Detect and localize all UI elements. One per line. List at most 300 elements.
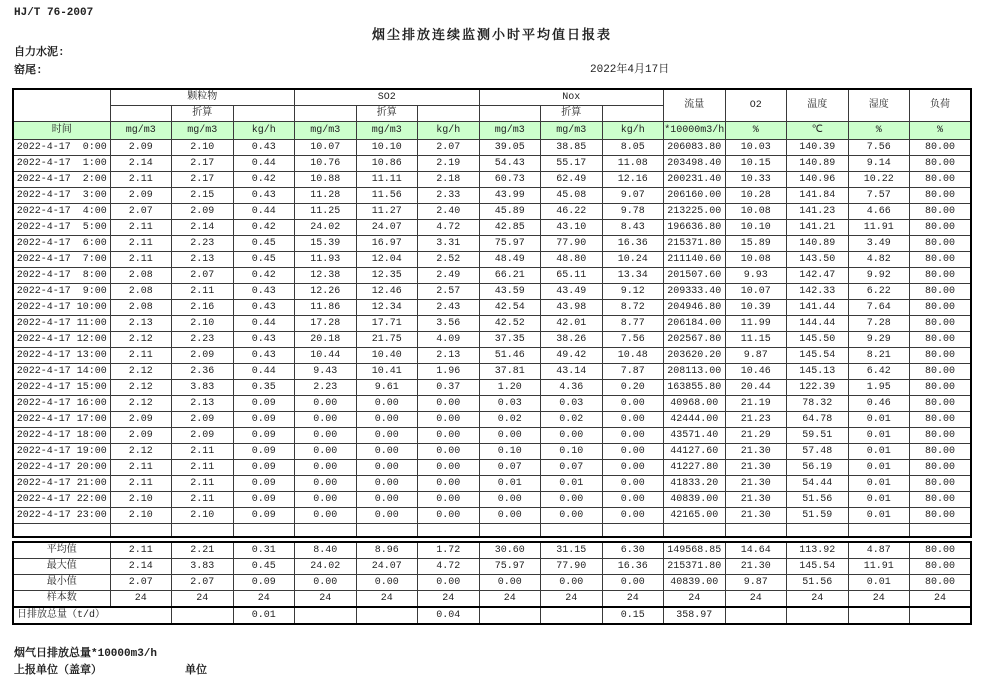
time-header: 时间: [13, 122, 110, 140]
value-cell: 11.28: [295, 188, 357, 204]
value-cell: 37.35: [479, 332, 541, 348]
value-cell: 0.00: [418, 396, 480, 412]
unit-label: 单位: [185, 665, 207, 677]
value-cell: 43.59: [479, 284, 541, 300]
value-cell: 2.14: [172, 220, 234, 236]
value-cell: 0.44: [233, 156, 295, 172]
value-cell: 11.25: [295, 204, 357, 220]
daily-total-cell: [479, 607, 541, 624]
summary-value-cell: 4.87: [848, 542, 910, 559]
value-cell: 140.89: [787, 156, 849, 172]
value-cell: 0.01: [848, 508, 910, 524]
value-cell: 0.00: [295, 444, 357, 460]
summary-value-cell: 24: [356, 590, 418, 607]
value-cell: 0.07: [479, 460, 541, 476]
summary-value-cell: 8.96: [356, 542, 418, 559]
value-cell: 144.44: [787, 316, 849, 332]
value-cell: 2.40: [418, 204, 480, 220]
value-cell: 2.07: [172, 268, 234, 284]
value-cell: 2.11: [110, 348, 172, 364]
value-cell: 6.42: [848, 364, 910, 380]
value-cell: 45.89: [479, 204, 541, 220]
value-cell: 10.40: [356, 348, 418, 364]
value-cell: 2.12: [110, 396, 172, 412]
value-cell: 80.00: [910, 348, 972, 364]
summary-value-cell: 24: [725, 590, 787, 607]
summary-value-cell: 24: [172, 590, 234, 607]
value-cell: 2.49: [418, 268, 480, 284]
value-cell: 0.09: [233, 460, 295, 476]
value-cell: 3.56: [418, 316, 480, 332]
value-cell: 80.00: [910, 284, 972, 300]
value-cell: 13.34: [602, 268, 664, 284]
value-cell: 12.38: [295, 268, 357, 284]
value-cell: 0.00: [418, 428, 480, 444]
value-cell: 11.11: [356, 172, 418, 188]
value-cell: 140.96: [787, 172, 849, 188]
value-cell: 2.10: [172, 508, 234, 524]
table-row: [13, 268, 971, 284]
value-cell: 7.57: [848, 188, 910, 204]
summary-value-cell: 14.64: [725, 542, 787, 559]
summary-value-cell: 2.07: [172, 574, 234, 590]
summary-row: [13, 558, 971, 574]
value-cell: 9.61: [356, 380, 418, 396]
time-cell: 2022-4-17 5:00: [13, 220, 110, 236]
col-humidity: 湿度: [848, 89, 910, 122]
blank-cell: [418, 524, 480, 537]
value-cell: 1.96: [418, 364, 480, 380]
value-cell: 12.46: [356, 284, 418, 300]
blank-cell: [295, 524, 357, 537]
value-cell: 0.01: [848, 428, 910, 444]
value-cell: 80.00: [910, 268, 972, 284]
value-cell: 0.01: [848, 476, 910, 492]
summary-value-cell: 0.00: [418, 574, 480, 590]
value-cell: 15.89: [725, 236, 787, 252]
value-cell: 2.13: [172, 252, 234, 268]
col-load: 负荷: [910, 89, 972, 122]
value-cell: 80.00: [910, 460, 972, 476]
value-cell: 2.12: [110, 444, 172, 460]
unit-cell: %: [725, 122, 787, 140]
value-cell: 38.26: [541, 332, 603, 348]
value-cell: 2.09: [110, 412, 172, 428]
summary-value-cell: 80.00: [910, 558, 972, 574]
blank-cell: [910, 524, 972, 537]
value-cell: 12.16: [602, 172, 664, 188]
value-cell: 202567.80: [664, 332, 726, 348]
table-row: [13, 236, 971, 252]
value-cell: 141.84: [787, 188, 849, 204]
table-row: [13, 156, 971, 172]
value-cell: 20.18: [295, 332, 357, 348]
col-o2: O2: [725, 89, 787, 122]
value-cell: 206083.80: [664, 140, 726, 156]
value-cell: 2.11: [110, 172, 172, 188]
value-cell: 9.43: [295, 364, 357, 380]
summary-row: [13, 574, 971, 590]
value-cell: 24.07: [356, 220, 418, 236]
summary-value-cell: 0.45: [233, 558, 295, 574]
summary-value-cell: 0.00: [295, 574, 357, 590]
value-cell: 80.00: [910, 172, 972, 188]
blank-cell: [541, 524, 603, 537]
value-cell: 142.33: [787, 284, 849, 300]
summary-rows: [13, 542, 971, 624]
daily-total-cell: [172, 607, 234, 624]
summary-table: [12, 541, 972, 625]
value-cell: 54.44: [787, 476, 849, 492]
value-cell: 21.30: [725, 492, 787, 508]
value-cell: 11.08: [602, 156, 664, 172]
time-cell: 2022-4-17 23:00: [13, 508, 110, 524]
col-flow: 流量: [664, 89, 726, 122]
value-cell: 7.28: [848, 316, 910, 332]
value-cell: 80.00: [910, 332, 972, 348]
summary-value-cell: 24: [110, 590, 172, 607]
value-cell: 4.66: [848, 204, 910, 220]
value-cell: 2.52: [418, 252, 480, 268]
value-cell: 10.10: [356, 140, 418, 156]
table-row: [13, 460, 971, 476]
blank-cell: [787, 524, 849, 537]
value-cell: 2.09: [110, 188, 172, 204]
value-cell: 10.07: [725, 284, 787, 300]
daily-total-cell: 0.01: [233, 607, 295, 624]
value-cell: 43.10: [541, 220, 603, 236]
value-cell: 15.39: [295, 236, 357, 252]
value-cell: 0.43: [233, 284, 295, 300]
value-cell: 42.52: [479, 316, 541, 332]
value-cell: 2.11: [172, 460, 234, 476]
value-cell: 80.00: [910, 396, 972, 412]
value-cell: 0.00: [541, 428, 603, 444]
time-cell: 2022-4-17 14:00: [13, 364, 110, 380]
value-cell: 0.00: [479, 508, 541, 524]
value-cell: 0.00: [356, 444, 418, 460]
value-cell: 75.97: [479, 236, 541, 252]
unit-cell: mg/m3: [356, 122, 418, 140]
time-cell: 2022-4-17 12:00: [13, 332, 110, 348]
time-cell: 2022-4-17 20:00: [13, 460, 110, 476]
value-cell: 0.00: [418, 444, 480, 460]
value-cell: 0.03: [479, 396, 541, 412]
time-cell: 2022-4-17 10:00: [13, 300, 110, 316]
value-cell: 2.07: [418, 140, 480, 156]
unit-cell: %: [910, 122, 972, 140]
summary-value-cell: 51.56: [787, 574, 849, 590]
value-cell: 143.50: [787, 252, 849, 268]
page-title: 烟尘排放连续监测小时平均值日报表: [371, 28, 612, 43]
value-cell: 0.01: [848, 444, 910, 460]
value-cell: 2.12: [110, 332, 172, 348]
summary-value-cell: 24: [479, 590, 541, 607]
value-cell: 60.73: [479, 172, 541, 188]
blank-cell: [479, 106, 541, 122]
summary-value-cell: 24: [787, 590, 849, 607]
value-cell: 0.43: [233, 140, 295, 156]
value-cell: 141.21: [787, 220, 849, 236]
value-cell: 3.83: [172, 380, 234, 396]
summary-value-cell: 0.31: [233, 542, 295, 559]
value-cell: 7.87: [602, 364, 664, 380]
value-cell: 0.00: [295, 492, 357, 508]
value-cell: 0.00: [418, 508, 480, 524]
value-cell: 42165.00: [664, 508, 726, 524]
blank-cell: [602, 524, 664, 537]
value-cell: 11.56: [356, 188, 418, 204]
value-cell: 0.00: [295, 396, 357, 412]
value-cell: 8.43: [602, 220, 664, 236]
units-row: [13, 122, 971, 140]
time-cell: 2022-4-17 2:00: [13, 172, 110, 188]
summary-value-cell: 16.36: [602, 558, 664, 574]
value-cell: 12.26: [295, 284, 357, 300]
value-cell: 10.03: [725, 140, 787, 156]
value-cell: 0.01: [479, 476, 541, 492]
summary-value-cell: 21.30: [725, 558, 787, 574]
value-cell: 2.09: [172, 428, 234, 444]
value-cell: 48.49: [479, 252, 541, 268]
value-cell: 2.14: [110, 156, 172, 172]
value-cell: 80.00: [910, 364, 972, 380]
data-rows: [13, 140, 971, 537]
report-date: 2022年4月17日: [590, 64, 670, 76]
time-cell: 2022-4-17 17:00: [13, 412, 110, 428]
value-cell: 0.00: [295, 508, 357, 524]
value-cell: 2.13: [110, 316, 172, 332]
value-cell: 62.49: [541, 172, 603, 188]
value-cell: 21.30: [725, 508, 787, 524]
value-cell: 42.54: [479, 300, 541, 316]
value-cell: 57.48: [787, 444, 849, 460]
value-cell: 80.00: [910, 492, 972, 508]
value-cell: 0.42: [233, 268, 295, 284]
value-cell: 2.09: [172, 412, 234, 428]
summary-value-cell: 24: [910, 590, 972, 607]
value-cell: 0.01: [848, 492, 910, 508]
value-cell: 41227.80: [664, 460, 726, 476]
table-row: [13, 348, 971, 364]
value-cell: 80.00: [910, 380, 972, 396]
value-cell: 2.10: [110, 492, 172, 508]
value-cell: 43.49: [541, 284, 603, 300]
value-cell: 0.00: [479, 428, 541, 444]
header-group-row: [13, 89, 971, 106]
table-row: [13, 412, 971, 428]
value-cell: 0.42: [233, 172, 295, 188]
value-cell: 21.19: [725, 396, 787, 412]
value-cell: 2.07: [110, 204, 172, 220]
value-cell: 0.00: [479, 492, 541, 508]
summary-row: [13, 542, 971, 559]
summary-value-cell: 24: [295, 590, 357, 607]
value-cell: 0.09: [233, 492, 295, 508]
summary-label: 最小值: [13, 574, 110, 590]
value-cell: 39.05: [479, 140, 541, 156]
value-cell: 10.24: [602, 252, 664, 268]
value-cell: 56.19: [787, 460, 849, 476]
value-cell: 0.37: [418, 380, 480, 396]
value-cell: 16.36: [602, 236, 664, 252]
table-row: [13, 316, 971, 332]
value-cell: 0.00: [418, 460, 480, 476]
value-cell: 2.18: [418, 172, 480, 188]
value-cell: 0.00: [356, 396, 418, 412]
value-cell: 80.00: [910, 204, 972, 220]
summary-value-cell: 24: [602, 590, 664, 607]
value-cell: 24.02: [295, 220, 357, 236]
value-cell: 0.00: [295, 412, 357, 428]
value-cell: 80.00: [910, 220, 972, 236]
value-cell: 2.11: [172, 492, 234, 508]
value-cell: 41833.20: [664, 476, 726, 492]
value-cell: 10.22: [848, 172, 910, 188]
summary-value-cell: 24: [418, 590, 480, 607]
value-cell: 10.46: [725, 364, 787, 380]
value-cell: 44127.60: [664, 444, 726, 460]
value-cell: 0.45: [233, 252, 295, 268]
unit-cell: %: [848, 122, 910, 140]
value-cell: 20.44: [725, 380, 787, 396]
value-cell: 2.36: [172, 364, 234, 380]
value-cell: 2.11: [110, 476, 172, 492]
value-cell: 80.00: [910, 476, 972, 492]
value-cell: 66.21: [479, 268, 541, 284]
report-tables: [12, 88, 972, 625]
value-cell: 2.11: [110, 220, 172, 236]
blank-cell: [233, 106, 295, 122]
value-cell: 0.00: [418, 412, 480, 428]
value-cell: 6.22: [848, 284, 910, 300]
value-cell: 10.08: [725, 252, 787, 268]
value-cell: 80.00: [910, 236, 972, 252]
value-cell: 140.39: [787, 140, 849, 156]
time-cell: 2022-4-17 11:00: [13, 316, 110, 332]
value-cell: 0.09: [233, 444, 295, 460]
value-cell: 206160.00: [664, 188, 726, 204]
blank-cell: [172, 524, 234, 537]
value-cell: 40839.00: [664, 492, 726, 508]
spacer-row: [13, 524, 971, 537]
summary-value-cell: 31.15: [541, 542, 603, 559]
value-cell: 2.11: [110, 236, 172, 252]
table-row: [13, 380, 971, 396]
value-cell: 2.19: [418, 156, 480, 172]
value-cell: 0.43: [233, 300, 295, 316]
unit-cell: kg/h: [602, 122, 664, 140]
value-cell: 11.99: [725, 316, 787, 332]
value-cell: 0.44: [233, 316, 295, 332]
summary-value-cell: 6.30: [602, 542, 664, 559]
value-cell: 51.46: [479, 348, 541, 364]
group-so2: SO2: [295, 89, 480, 106]
value-cell: 0.46: [848, 396, 910, 412]
value-cell: 2.09: [110, 428, 172, 444]
value-cell: 0.03: [541, 396, 603, 412]
value-cell: 0.01: [848, 460, 910, 476]
group-particulate: 颗粒物: [110, 89, 295, 106]
unit-cell: ℃: [787, 122, 849, 140]
value-cell: 0.00: [418, 492, 480, 508]
value-cell: 0.43: [233, 188, 295, 204]
value-cell: 80.00: [910, 428, 972, 444]
value-cell: 0.00: [356, 476, 418, 492]
daily-total-cell: [725, 607, 787, 624]
summary-value-cell: 80.00: [910, 574, 972, 590]
daily-total-cell: [295, 607, 357, 624]
time-cell: 2022-4-17 21:00: [13, 476, 110, 492]
value-cell: 12.35: [356, 268, 418, 284]
value-cell: 2.17: [172, 172, 234, 188]
value-cell: 0.09: [233, 476, 295, 492]
value-cell: 2.11: [172, 444, 234, 460]
value-cell: 10.48: [602, 348, 664, 364]
value-cell: 2.11: [172, 476, 234, 492]
value-cell: 209333.40: [664, 284, 726, 300]
value-cell: 10.41: [356, 364, 418, 380]
value-cell: 10.08: [725, 204, 787, 220]
blank-cell: [664, 524, 726, 537]
daily-total-cell: [541, 607, 603, 624]
table-row: [13, 508, 971, 524]
summary-label: 最大值: [13, 558, 110, 574]
value-cell: 54.43: [479, 156, 541, 172]
value-cell: 2.09: [110, 140, 172, 156]
value-cell: 38.85: [541, 140, 603, 156]
value-cell: 4.09: [418, 332, 480, 348]
time-cell: 2022-4-17 18:00: [13, 428, 110, 444]
value-cell: 9.78: [602, 204, 664, 220]
converted-label: 折算: [356, 106, 418, 122]
table-row: [13, 204, 971, 220]
table-row: [13, 332, 971, 348]
value-cell: 10.76: [295, 156, 357, 172]
daily-total-cell: [848, 607, 910, 624]
value-cell: 145.54: [787, 348, 849, 364]
col-temperature: 温度: [787, 89, 849, 122]
value-cell: 2.33: [418, 188, 480, 204]
value-cell: 43.99: [479, 188, 541, 204]
value-cell: 2.09: [172, 204, 234, 220]
summary-value-cell: 0.00: [356, 574, 418, 590]
summary-label: 样本数: [13, 590, 110, 607]
value-cell: 2.08: [110, 300, 172, 316]
value-cell: 80.00: [910, 252, 972, 268]
value-cell: 8.05: [602, 140, 664, 156]
value-cell: 0.02: [479, 412, 541, 428]
value-cell: 0.10: [541, 444, 603, 460]
summary-value-cell: 24: [848, 590, 910, 607]
value-cell: 1.95: [848, 380, 910, 396]
value-cell: 10.07: [295, 140, 357, 156]
value-cell: 141.23: [787, 204, 849, 220]
summary-value-cell: 9.87: [725, 574, 787, 590]
blank-cell: [848, 524, 910, 537]
flow-total-note: 烟气日排放总量*10000m3/h: [14, 648, 158, 660]
value-cell: 7.64: [848, 300, 910, 316]
table-row: [13, 140, 971, 156]
value-cell: 2.09: [172, 348, 234, 364]
value-cell: 2.13: [172, 396, 234, 412]
summary-value-cell: 3.83: [172, 558, 234, 574]
time-cell: 2022-4-17 0:00: [13, 140, 110, 156]
value-cell: 4.36: [541, 380, 603, 396]
value-cell: 0.00: [356, 412, 418, 428]
unit-cell: mg/m3: [110, 122, 172, 140]
value-cell: 2.23: [172, 236, 234, 252]
